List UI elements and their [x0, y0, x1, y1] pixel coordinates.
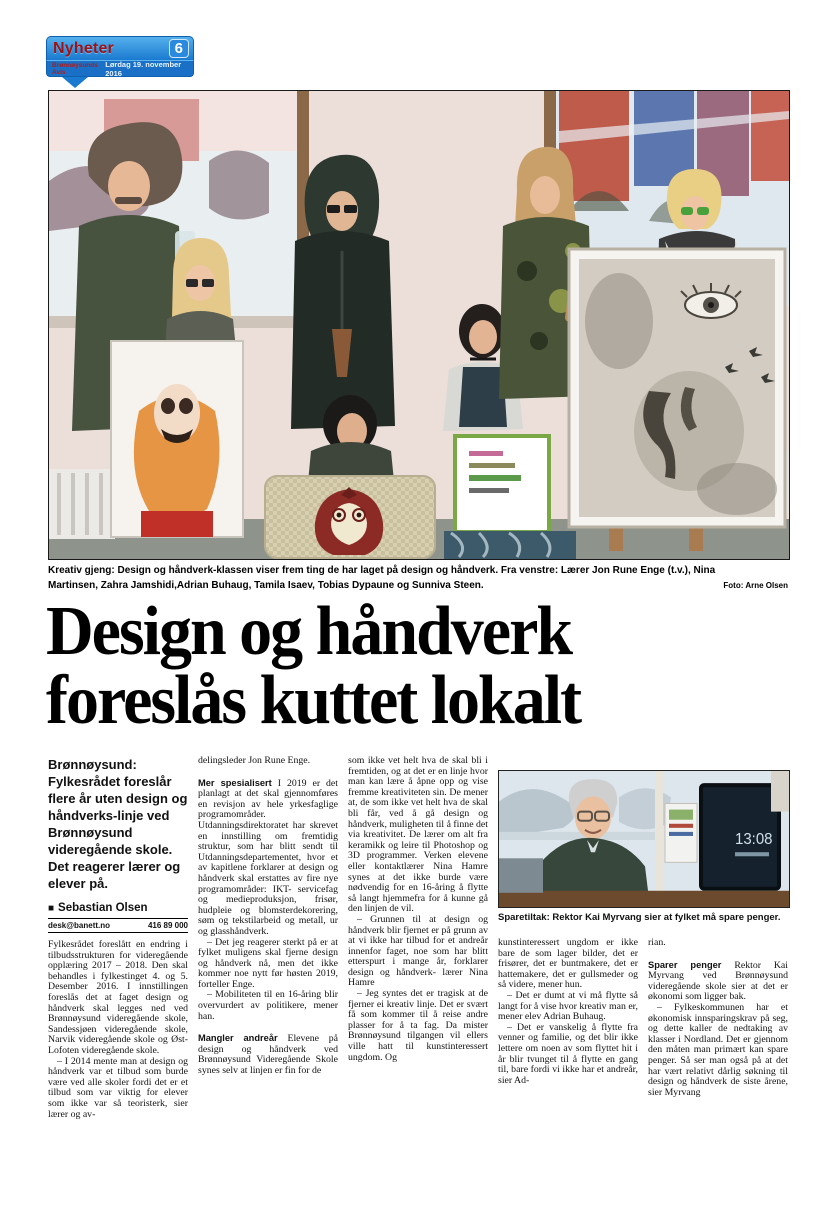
artwork-skull-portrait-poster [111, 341, 243, 537]
byline-square-icon: ■ [48, 903, 55, 914]
artwork-eye-drawing-frame [569, 249, 785, 527]
section-badge [46, 36, 194, 88]
author-email: desk@banett.no [48, 921, 111, 930]
article-column-3 [348, 756, 488, 1168]
article-paragraph: kunstinteressert ungdom er ikke bare de som lager bilder, det er frisører, det er buntmakere, det er hattemakere, det er gullsmeder og så videre, mener hun. [498, 938, 638, 991]
main-caption-label: Kreativ gjeng: [48, 565, 115, 576]
article-paragraph: Sparer penger Rektor Kai Myrvang ved Brønnøysund videregående skole sier at det er økonomi som ligger bak. [648, 959, 788, 1003]
byline-name: Sebastian Olsen [58, 902, 148, 914]
issue-date: Lørdag 19. november 2016 [105, 59, 182, 78]
monitor-time: 13:08 [735, 830, 773, 849]
article-paragraph: Mer spesialisert I 2019 er det planlagt at det skal gjennomføres en revisjon av hele yrkesfaglige programområder. Utdanningsdirektoratet har skrevet en innstilling om fremtidig struktur, som har blitt sendt til Utdanningsdepartementet, hvor et av kapitlene forklarer at design og håndverk skal erstattes av fire nye programområder: IKT- servicefag og medieproduksjon, frisør, hudpleie og blomsterdekorering, søm og tekstilarbeid og metall, ur og glasshåndverk. [198, 777, 338, 937]
article-paragraph: delingsleder Jon Rune Enge. [198, 756, 311, 766]
newspaper-name: Brønnøysunds Avis [52, 61, 98, 76]
inset-photo [498, 770, 790, 908]
article-paragraph: rian. [648, 938, 666, 948]
article-paragraph: – Fylkeskommunen har et økonomisk innsparingskrav på seg, og dette kaller de nedtaking av klasser i Nordland. Det er gjennom den måten man primært kan spare penger. Så ser man også på at det har vært relativt dårlig søkning til design og håndverk de siste årene, sier Myrvang [648, 1001, 788, 1098]
main-photo-illustration [49, 91, 789, 559]
author-phone: 416 89 000 [147, 921, 188, 930]
lead-text: Fylkesrådet foreslår flere år uten design og håndverks-linje ved Brønnøysund videregående skole. Det reagerer lærer og elever på. [48, 774, 188, 891]
contact-row [48, 918, 188, 933]
article-paragraph: – Mobiliteten til en 16-åring blir overvurdert av politikere, mener han. [198, 989, 338, 1022]
lead-location-label: Brønnøysund: [48, 757, 137, 772]
section-label: Nyheter [53, 39, 114, 57]
inset-caption-text: Rektor Kai Myrvang sier at fylket må spare penger. [552, 912, 781, 923]
article-paragraph: som ikke vet helt hva de skal bli i fremtiden, og at det er en linje hvor man kan lære å åpne opp og vise fremme kreativiteten sin. De mener at, de som ikke vet helt hva de skal bli får, ved å gå design og håndverk, muligheten til å finne det via kreativitet. De lærer om alt fra keramikk og leire til Photoshop og 3D programmer. Verken elevene eller kontaktlærer Nina Hamre synes at det ikke burde være nødvendig for en 16-åring å flytte så langt hjemmefra for å kunne gå den linjen de vil. [348, 756, 488, 915]
monitor-lock-screen [701, 785, 779, 889]
inset-photo-caption [498, 912, 788, 924]
article-paragraph: – Det er vanskelig å flytte fra venner og familie, og det blir ikke lettere om noen av som flyttet hit i år blir tvunget til å flytte en gang til, bare fordi vi ikke har et andreår, sier Ad- [498, 1021, 638, 1086]
column-text [48, 940, 188, 1120]
headline-line2: foreslås kuttet lokalt [46, 661, 581, 739]
article-paragraph: Fylkesrådet foreslått en endring i tilbudsstrukturen for videregående opplæring 2017 – 2018. Den skal behandles i fylkestinget 4. og 5. Desember 2016. I innstillingen foreslås det at faget design og håndverk skal legges ned ved Brønnøysund videregående skole, Sandessjøen videregående skole, Narvik videregående skole og Øst-Lofoten videregående skole. [48, 939, 188, 1056]
article-paragraph: – I 2014 mente man at design og håndverk var et tilbud som burde være ved alle skoler fordi det er et tilbud som var viktig for elever som ikke var så teoristerk, sier lærer og av- [48, 1055, 188, 1120]
article-paragraph: – Grunnen til at design og håndverk blir fjernet er på grunn av at vi ikke har tilbud for et andreår innenfor faget, noe som har blitt etterspurt i mange år, forklarer design og håndverk- lærer Nina Hamre [348, 913, 488, 989]
article-paragraph: – Det jeg reagerer sterkt på er at fylket muligens skal fjerne design og håndverk nå, men det ikke kommer noe nytt før høsten 2019, forteller Enge. [198, 936, 338, 990]
headline [46, 592, 790, 739]
article-column-4 [498, 938, 638, 1168]
page-number: 6 [169, 39, 189, 58]
article-column-2 [198, 756, 338, 1168]
article-column-5 [648, 938, 788, 1168]
section-badge-top [46, 36, 194, 60]
article-lead [48, 756, 188, 892]
article-paragraph: – Jeg syntes det er tragisk at de fjerner ei kreativ linje. Det er svært få som kommer til å reise andre plasser for å ta fag. Da mister Brønnøysund tilgangen vil ellers ville hatt til kunstinteressert ungdom. Og [348, 988, 488, 1063]
article-paragraph: – Det er dumt at vi må flytte så langt for å vise hvor kreativ man er, mener elev Adrian Buhaug. [498, 989, 638, 1023]
badge-tail-arrow-icon [62, 77, 88, 88]
headline-line1: Design og håndverk [46, 592, 572, 671]
section-badge-bottom [46, 60, 194, 77]
byline [48, 900, 188, 918]
inset-caption-label: Sparetiltak: [498, 912, 550, 923]
article-column-1 [48, 756, 188, 1168]
article-body [48, 756, 788, 1168]
inset-photo-illustration [499, 771, 789, 907]
main-caption-text: Design og håndverk-klassen viser frem ting de har laget på design og håndverk. Fra venstre: Lærer Jon Rune Enge (t.v.), Nina Martinsen, Zahra Jamshidi,Adrian Buhaug, Tamila Isaev, Tobias Dypaune og Sunniva Steen. [48, 565, 716, 591]
article-paragraph: Mangler andreår Elevene på design og håndverk ved Brønnøysund Videregående Skole synes selv at linjen er fin for de [198, 1033, 338, 1077]
photo-credit: Foto: Arne Olsen [723, 581, 788, 590]
main-photo [48, 90, 790, 560]
main-photo-caption [48, 563, 788, 593]
